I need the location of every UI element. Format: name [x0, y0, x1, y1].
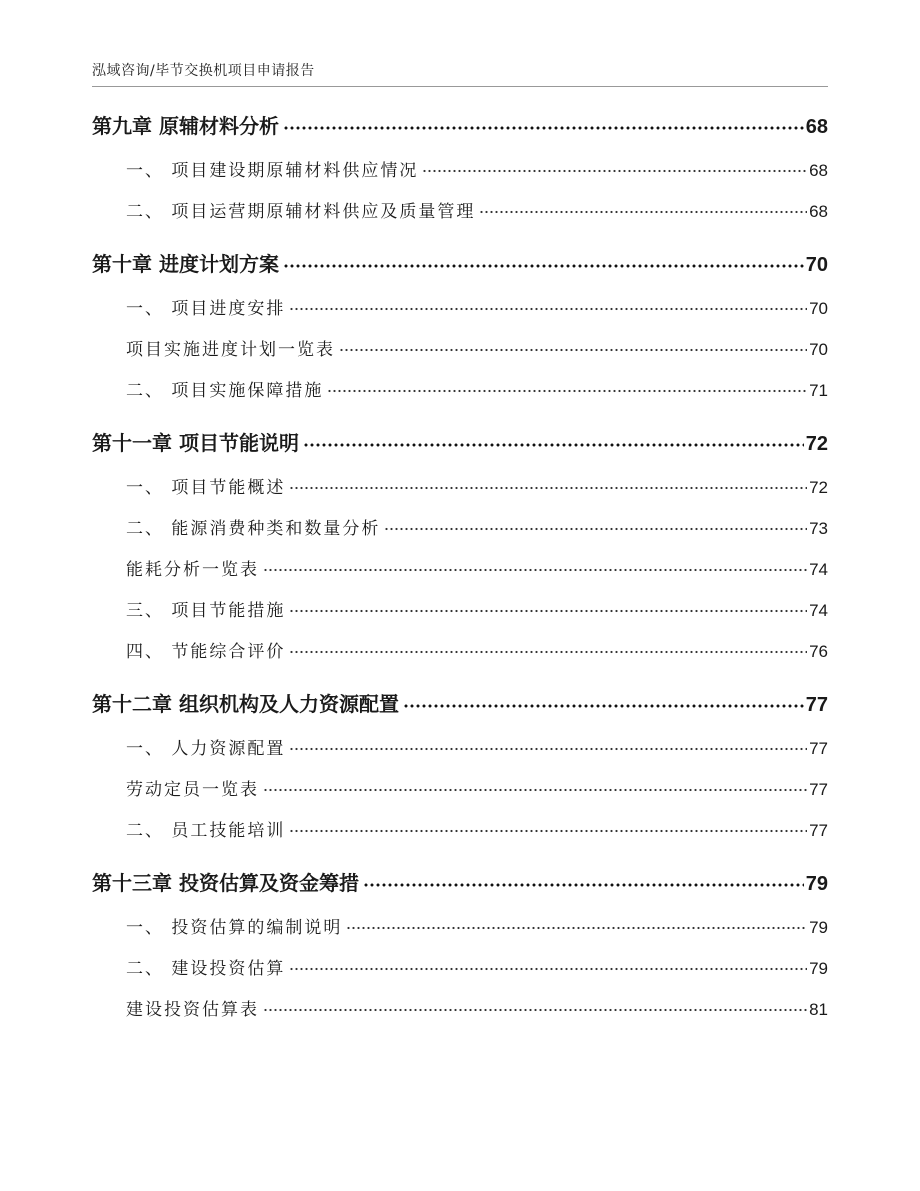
- toc-dot-leader: [263, 775, 807, 792]
- toc-dot-leader: [263, 995, 807, 1012]
- running-header: 泓域咨询/毕节交换机项目申请报告: [92, 63, 315, 79]
- toc-section-entry[interactable]: [92, 376, 828, 417]
- toc-section-entry[interactable]: [92, 473, 828, 514]
- toc-dot-leader: [289, 473, 807, 490]
- toc-page-number: 68: [809, 161, 828, 180]
- toc-page-number: 71: [809, 381, 828, 400]
- toc-section-entry[interactable]: [92, 734, 828, 775]
- toc-entry-label: 第九章 原辅材料分析: [92, 114, 279, 138]
- toc-section-entry[interactable]: [92, 775, 828, 816]
- toc-dot-leader: [283, 248, 804, 268]
- toc-chapter-entry[interactable]: [92, 248, 828, 294]
- toc-dot-leader: [339, 335, 807, 352]
- toc-entry-label: 一、 投资估算的编制说明: [126, 918, 343, 938]
- toc-page-number: 79: [809, 959, 828, 978]
- toc-section-entry[interactable]: [92, 335, 828, 376]
- toc-section-entry[interactable]: [92, 637, 828, 678]
- toc-dot-leader: [363, 867, 804, 887]
- toc-section-entry[interactable]: [92, 816, 828, 857]
- toc-page-number: 70: [809, 340, 828, 359]
- toc-entry-label: 第十三章 投资估算及资金筹措: [92, 871, 359, 895]
- toc-dot-leader: [289, 734, 807, 751]
- toc-dot-leader: [422, 156, 807, 173]
- toc-chapter-entry[interactable]: [92, 427, 828, 473]
- toc-page-number: 77: [809, 739, 828, 758]
- toc-dot-leader: [346, 913, 807, 930]
- toc-entry-label: 一、 项目建设期原辅材料供应情况: [126, 161, 419, 181]
- toc-entry-label: 二、 项目实施保障措施: [126, 381, 324, 401]
- toc-entry-label: 二、 员工技能培训: [126, 821, 286, 841]
- toc-entry-label: 第十一章 项目节能说明: [92, 431, 299, 455]
- toc-entry-label: 一、 项目节能概述: [126, 478, 286, 498]
- toc-section-entry[interactable]: [92, 294, 828, 335]
- toc-dot-leader: [263, 555, 807, 572]
- toc-page-number: 72: [805, 433, 828, 455]
- toc-page-number: 79: [805, 873, 828, 895]
- toc-page-number: 77: [809, 780, 828, 799]
- toc-section-entry[interactable]: [92, 995, 828, 1036]
- toc-chapter-entry[interactable]: [92, 688, 828, 734]
- toc-page-number: 74: [809, 560, 828, 579]
- toc-entry-label: 项目实施进度计划一览表: [126, 340, 335, 360]
- toc-entry-label: 建设投资估算表: [126, 1000, 259, 1020]
- toc-page-number: 81: [809, 1000, 828, 1019]
- toc-page-number: 77: [809, 821, 828, 840]
- header-rule: [92, 86, 828, 87]
- toc-dot-leader: [289, 637, 807, 654]
- toc-page-number: 79: [809, 918, 828, 937]
- toc-entry-label: 二、 建设投资估算: [126, 959, 286, 979]
- toc-entry-label: 劳动定员一览表: [126, 780, 259, 800]
- toc-entry-label: 三、 项目节能措施: [126, 601, 286, 621]
- toc-dot-leader: [403, 688, 804, 708]
- toc-page-number: 70: [809, 299, 828, 318]
- toc-page-number: 74: [809, 601, 828, 620]
- toc-dot-leader: [303, 427, 804, 447]
- toc-dot-leader: [289, 596, 807, 613]
- toc-dot-leader: [479, 197, 807, 214]
- toc-chapter-entry[interactable]: [92, 110, 828, 156]
- toc-page-number: 70: [805, 254, 828, 276]
- toc-page-number: 76: [809, 642, 828, 661]
- toc-dot-leader: [289, 816, 807, 833]
- toc-chapter-entry[interactable]: [92, 867, 828, 913]
- toc-section-entry[interactable]: [92, 555, 828, 596]
- toc-dot-leader: [327, 376, 807, 393]
- toc-entry-label: 能耗分析一览表: [126, 560, 259, 580]
- toc-dot-leader: [289, 954, 807, 971]
- toc-dot-leader: [289, 294, 807, 311]
- toc-section-entry[interactable]: [92, 197, 828, 238]
- toc-section-entry[interactable]: [92, 156, 828, 197]
- toc-section-entry[interactable]: [92, 954, 828, 995]
- toc-page-number: 68: [809, 202, 828, 221]
- toc-entry-label: 第十二章 组织机构及人力资源配置: [92, 692, 399, 716]
- toc-entry-label: 一、 项目进度安排: [126, 299, 286, 319]
- toc-page-number: 72: [809, 478, 828, 497]
- toc-entry-label: 二、 项目运营期原辅材料供应及质量管理: [126, 202, 476, 222]
- table-of-contents: [92, 110, 828, 1036]
- toc-section-entry[interactable]: [92, 514, 828, 555]
- toc-page-number: 68: [805, 116, 828, 138]
- toc-entry-label: 一、 人力资源配置: [126, 739, 286, 759]
- toc-dot-leader: [283, 110, 804, 130]
- toc-page-number: 77: [805, 694, 828, 716]
- toc-section-entry[interactable]: [92, 913, 828, 954]
- toc-page-number: 73: [809, 519, 828, 538]
- toc-entry-label: 四、 节能综合评价: [126, 642, 286, 662]
- toc-entry-label: 二、 能源消费种类和数量分析: [126, 519, 381, 539]
- toc-dot-leader: [384, 514, 807, 531]
- toc-entry-label: 第十章 进度计划方案: [92, 252, 279, 276]
- toc-section-entry[interactable]: [92, 596, 828, 637]
